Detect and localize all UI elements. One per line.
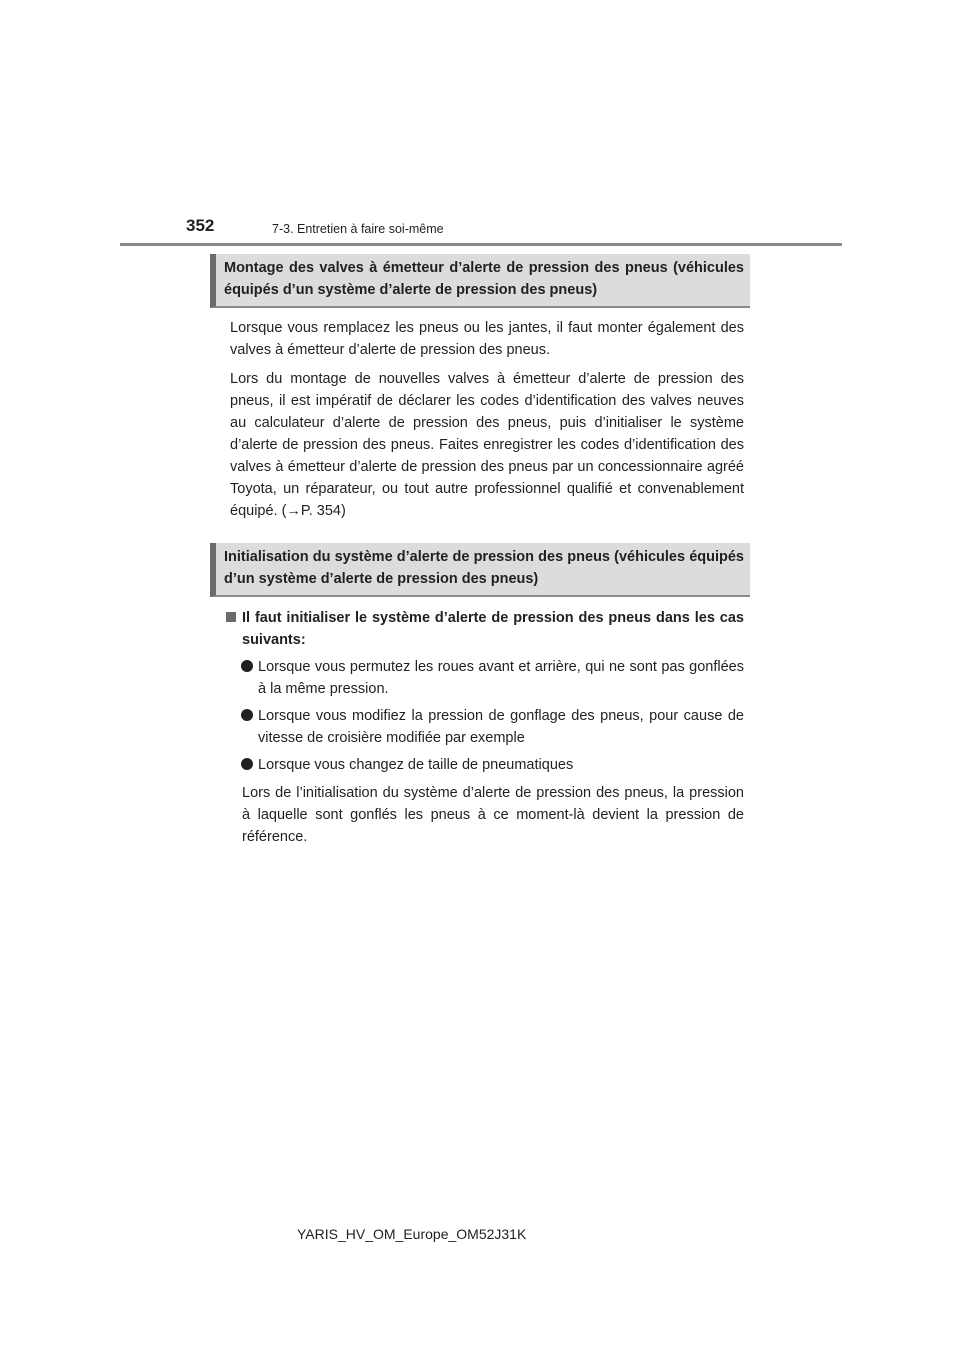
list-item	[210, 754, 750, 776]
paragraph-valve-replacement: Lorsque vous remplacez les pneus ou les jantes, il faut monter également des valves à émetteur d’alerte de pression des pneus.	[230, 320, 744, 358]
subheading-initialization-cases	[210, 607, 750, 651]
paragraph-valve-registration: Lors du montage de nouvelles valves à émetteur d’alerte de pression des pneus, il est impératif de déclarer les codes d’identification des valves neuves au calculateur d’alerte de pression des pneus, puis d’initialiser le système d’alerte de pression des pneus. Faites enregistrer les codes d’identification des valves à émetteur d’alerte de pression des pneus par un concessionnaire agréé Toyota, un réparateur, ou tout autre professionnel qualifié et convenablement équipé. (→P. 354)	[230, 371, 744, 519]
heading-initialization: Initialisation du système d’alerte de pression des pneus (véhicules équipés d’un système d’alerte de pression des pneus)	[210, 543, 750, 597]
list-item-text: Lorsque vous changez de taille de pneumatiques	[258, 757, 574, 773]
paragraph-reference-pressure: Lors de l’initialisation du système d’alerte de pression des pneus, la pression à laquelle sont gonflés les pneus à ce moment-là devient la pression de référence.	[242, 785, 744, 845]
bullet-icon	[241, 709, 253, 721]
page-content	[210, 254, 750, 848]
header-rule	[120, 243, 842, 246]
list-item-text: Lorsque vous modifiez la pression de gonflage des pneus, pour cause de vitesse de croisière modifiée par exemple	[258, 708, 744, 746]
section-title: 7-3. Entretien à faire soi-même	[272, 222, 444, 236]
page-number: 352	[186, 216, 215, 235]
list-item	[210, 705, 750, 749]
subheading-text: Il faut initialiser le système d’alerte de pression des pneus dans les cas suivants:	[242, 610, 744, 648]
list-item-text: Lorsque vous permutez les roues avant et arrière, qui ne sont pas gonflées à la même pression.	[258, 659, 744, 697]
bullet-icon	[241, 758, 253, 770]
footer-document-code: YARIS_HV_OM_Europe_OM52J31K	[297, 1226, 527, 1242]
heading-valve-mounting: Montage des valves à émetteur d’alerte de pression des pneus (véhicules équipés d’un système d’alerte de pression des pneus)	[210, 254, 750, 308]
list-item	[210, 656, 750, 700]
square-bullet-icon	[226, 612, 236, 622]
bullet-icon	[241, 660, 253, 672]
